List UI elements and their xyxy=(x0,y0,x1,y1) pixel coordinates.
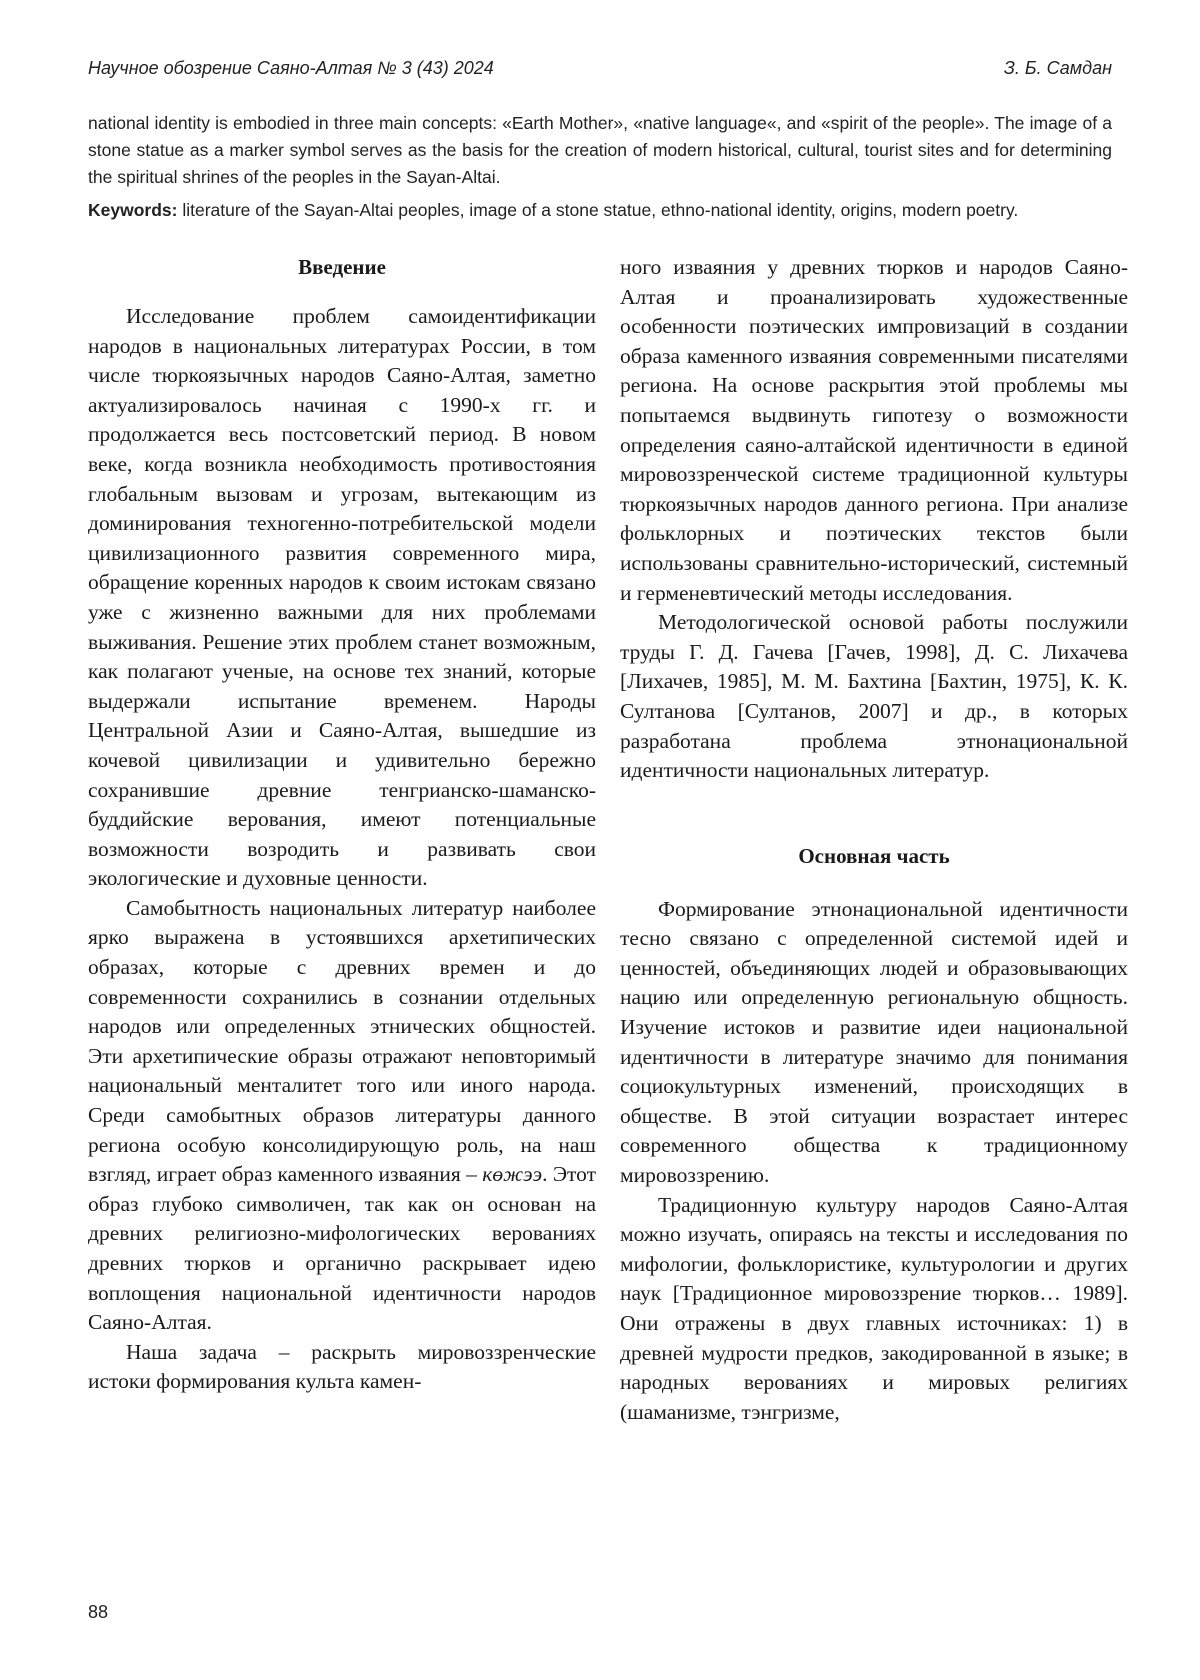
paragraph: Исследование проблем самоидентификации народов в национальных литературах России, в том числе тюркоязычных народов Саяно-Алтая, заметно актуализировалось начиная с 1990-х гг. и продолжается весь постсоветский период. В новом веке, когда возникла необходимость противостояния глобальным вызовам и угрозам, вытекающим из доминирования техногенно-потребительской модели цивилизационного развития современного мира, обращение коренных народов к своим истокам связано уже с жизненно важными для них проблемами выживания. Решение этих проблем станет возможным, как полагают ученые, на основе тех знаний, которые выдержали испытание временем. Народы Центральной Азии и Саяно-Алтая, вышедшие из кочевой цивилизации и удивительно бережно сохранившие древние тенгрианско-шаманско-буддийские верования, имеют потенциальные возможности возродить и развивать свои экологические и духовные ценности. xyxy=(88,304,596,891)
right-column xyxy=(620,253,1128,1427)
running-header xyxy=(88,58,1112,79)
term-kozhee: көжээ xyxy=(482,1162,543,1187)
journal-title: Научное обозрение Саяно-Алтая № 3 (43) 2024 xyxy=(88,58,494,78)
keywords-list: literature of the Sayan-Altai peoples, image of a stone statue, ethno-national identity, origins, modern poetry. xyxy=(177,200,1019,220)
keywords xyxy=(88,197,1112,224)
paragraph: Методологической основой работы послужили труды Г. Д. Гачева [Гачев, 1998], Д. С. Лихачева [Лихачев, 1985], М. М. Бахтина [Бахтин, 1975], К. К. Султанова [Султанов, 2007] и др., в которых разработана проблема этнонациональной идентичности национальных литератур. xyxy=(620,610,1128,783)
paragraph: Формирование этнонациональной идентичности тесно связано с определенной системой идей и ценностей, объединяющих людей и образовывающих нацию или определенную региональную общность. Изучение истоков и развитие идеи национальной идентичности в литературе значимо для понимания социокультурных изменений, происходящих в обществе. В этой ситуации возрастает интерес современного общества к традиционному мировоззрению. xyxy=(620,896,1128,1188)
abstract xyxy=(88,110,1112,224)
page-number: 88 xyxy=(88,1602,109,1622)
paragraph: Традиционную культуру народов Саяно-Алтая можно изучать, опираясь на тексты и исследования по мифологии, фольклористике, культурологии и других наук [Традиционное мировоззрение тюрков… 1989]. Они отражены в двух главных источниках: 1) в древней мудрости предков, закодированной в языке; в народных верованиях и мировых религиях (шаманизме, тэнгризме, xyxy=(620,1192,1128,1424)
left-column xyxy=(88,253,596,1397)
paragraph: Самобытность национальных литератур наиболее ярко выражена в устоявшихся архетипических образах, которые с древних времен и до современности сохранились в сознании отдельных народов или определенных этнических общностей. Эти архетипические образы отражают неповторимый национальный менталитет того или иного народа. Среди самобытных образов литературы данного региона особую консолидирующую роль, на наш взгляд, играет образ каменного изваяния – көжээ. Этот образ глубоко символичен, так как он основан на древних религиозно-мифологических верованиях древних тюрков и органично раскрывает идею воплощения национальной идентичности народов Саяно-Алтая. xyxy=(88,895,597,1335)
author-name: З. Б. Самдан xyxy=(1003,58,1112,78)
paragraph: ного изваяния у древних тюрков и народов Саяно-Алтая и проанализировать художественные особенности поэтических импровизаций в создании образа каменного изваяния современными писателями региона. На основе раскрытия этой проблемы мы попытаемся выдвинуть гипотезу о возможности определения саяно-алтайской идентичности в единой мировоззренческой системе традиционной культуры тюркоязычных народов данного региона. При анализе фольклорных и поэтических текстов были использованы сравнительно-исторический, системный и герменевтический методы исследования. xyxy=(620,255,1128,605)
abstract-text: national identity is embodied in three main concepts: «Earth Mother», «native language«, and «spirit of the people». The image of a stone statue as a marker symbol serves as the basis for the creation of modern historical, cultural, tourist sites and for determining the spiritual shrines of the peoples in the Sayan-Altai. xyxy=(88,113,1112,187)
section-heading-introduction: Введение xyxy=(298,255,386,279)
paragraph: Наша задача – раскрыть мировоззренческие истоки формирования культа камен- xyxy=(88,1339,596,1394)
keywords-label: Keywords: xyxy=(88,200,178,220)
section-heading-main: Основная часть xyxy=(798,843,950,868)
